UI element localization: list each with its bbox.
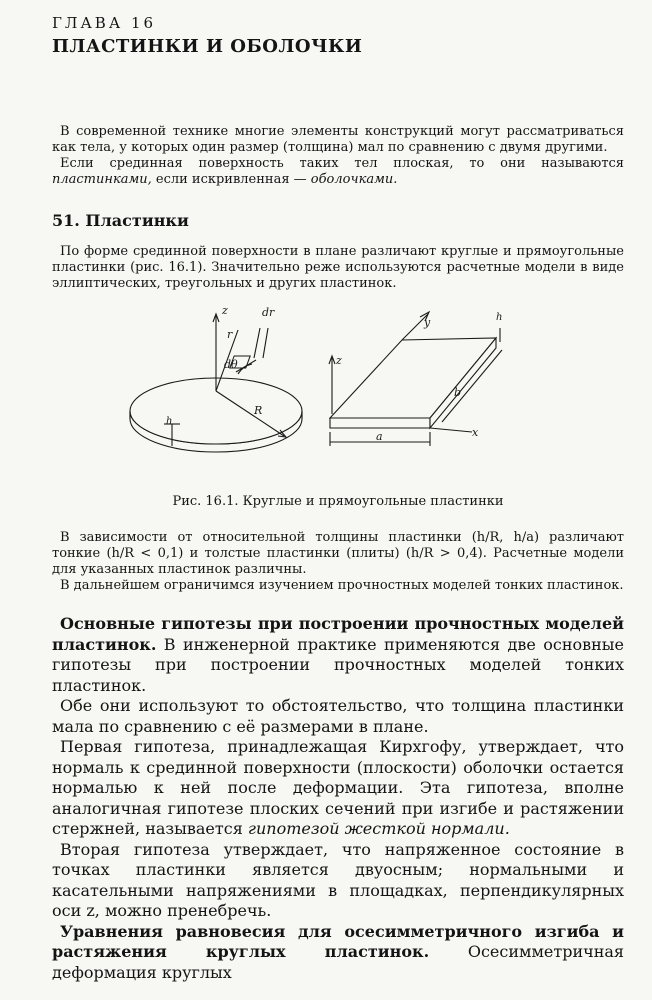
label-a: a	[376, 430, 383, 443]
book-page	[52, 12, 624, 983]
second-hypothesis-paragraph: Вторая гипотеза утверждает, что напряженное состояние в точках пластинки является двуосным; нормальными и касательными напряжениями в площадках, перпендикулярных оси z, можно пренебречь.	[52, 839, 624, 920]
intro-p2-start: Если срединная поверхность таких тел плоская, то они называются	[60, 156, 624, 171]
chapter-title: ПЛАСТИНКИ И ОБОЛОЧКИ	[52, 36, 363, 57]
thin-plates-paragraph: В дальнейшем ограничимся изучением прочностных моделей тонких пластинок.	[60, 578, 624, 593]
term-plates: пластинками,	[52, 172, 152, 187]
equilibrium-paragraph	[52, 922, 624, 984]
round-plate	[130, 314, 302, 452]
label-y: y	[424, 316, 431, 329]
label-z-right: z	[336, 354, 342, 367]
section-title: 51. Пластинки	[52, 211, 189, 230]
label-b: b	[454, 386, 462, 399]
term-shells: оболочками.	[310, 172, 398, 187]
hypotheses-text: В инженерной практике применяются две основные гипотезы при построении прочностных моделей тонких пластинок.	[52, 634, 624, 695]
label-x: x	[472, 426, 479, 439]
thickness-paragraph: В зависимости от относительной толщины пластинки (h/R, h/a) различают тонкие (h/R < 0,1) и толстые пластинки (плиты) (h/R > 0,4). Расчетные модели для указанных пластинок различны.	[52, 530, 624, 577]
intro-block	[52, 124, 624, 188]
kirchhoff-paragraph	[52, 737, 624, 840]
equilibrium-heading: Уравнения равновесия для осесимметричного изгиба и растяжения круглых пластинок.	[52, 921, 624, 961]
intro-paragraph-2	[52, 156, 624, 188]
section-paragraph-1: По форме срединной поверхности в плане различают круглые и прямоугольные пластинки (рис. 16.1). Значительно реже используются расчетные модели в виде эллиптических, треугольных и других пластинок.	[52, 244, 624, 291]
hypotheses-paragraph	[52, 614, 624, 696]
label-h-right: h	[496, 312, 503, 323]
main-text	[52, 614, 624, 983]
chapter-label: ГЛАВА 16	[52, 14, 157, 32]
thickness-assumption-paragraph: Обе они используют то обстоятельство, что толщина пластинки мала по сравнению с её размерами в плане.	[52, 696, 624, 736]
label-dr: dr	[262, 306, 275, 319]
intro-paragraph-1: В современной технике многие элементы конструкций могут рассматриваться как тела, у которых один размер (толщина) мал по сравнению с двумя другими.	[52, 124, 624, 155]
figure-caption: Рис. 16.1. Круглые и прямоугольные пластинки	[172, 494, 504, 509]
kirchhoff-text: Первая гипотеза, принадлежащая Кирхгофу, утверждает, что нормаль к срединной поверхности (плоскости) оболочки остается нормалью к ней после деформации. Эта гипотеза, вполне аналогичная гипотезе плоских сечений при изгибе и растяжении стержней, называется	[52, 737, 624, 838]
plates-diagram	[52, 296, 624, 486]
intro-p2-mid: если искривленная —	[151, 172, 311, 187]
label-h-left: h	[166, 416, 173, 427]
label-R: R	[254, 404, 263, 417]
label-z-left: z	[222, 304, 228, 317]
label-r: r	[227, 328, 233, 341]
figure-16-1	[52, 296, 624, 486]
rigid-normal-term: гипотезой жесткой нормали.	[247, 819, 510, 838]
equilibrium-text: Осесимметричная деформация круглых	[52, 942, 625, 982]
label-dtheta: dθ	[224, 358, 238, 371]
hypotheses-heading: Основные гипотезы при построении прочностных моделей пластинок.	[52, 614, 624, 654]
